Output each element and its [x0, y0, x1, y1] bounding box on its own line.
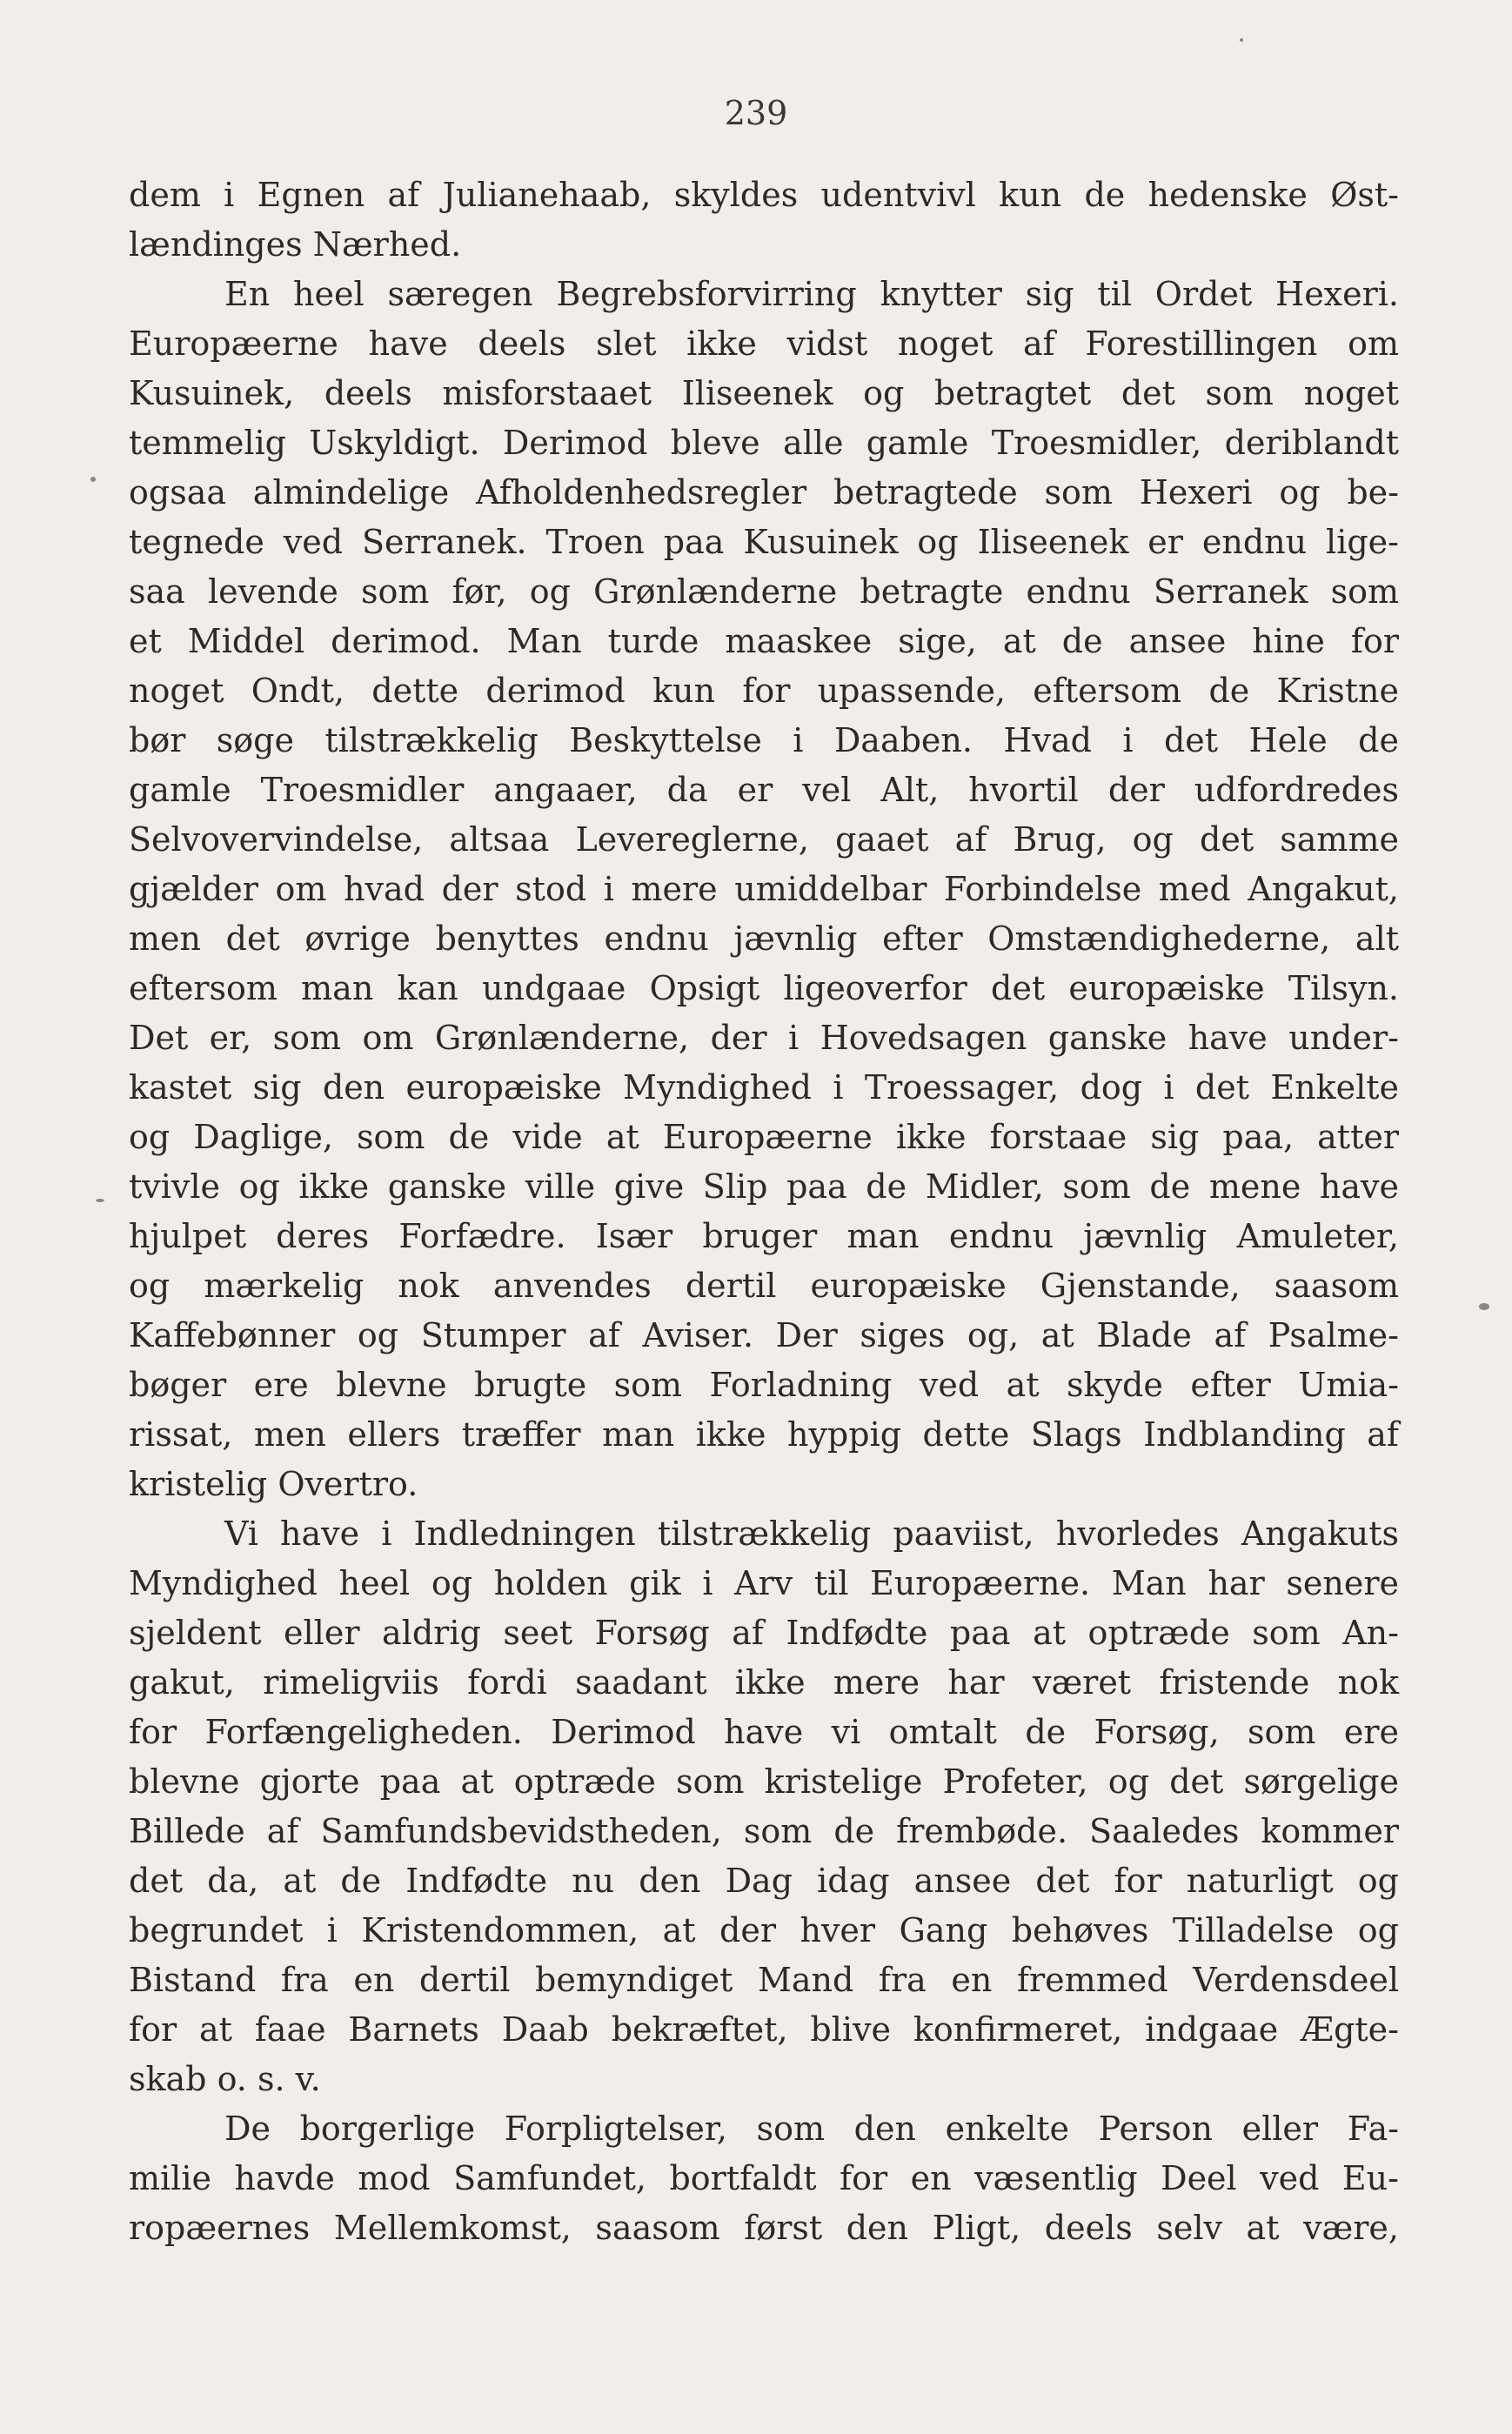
text-line: Det er, som om Grønlænderne, der i Hovedsagen ganske have under-: [129, 1019, 1399, 1057]
text-line: Vi have i Indledningen tilstrækkelig paaviist, hvorledes Angakuts: [224, 1515, 1399, 1553]
text-line: et Middel derimod. Man turde maaskee sige, at de ansee hine for: [129, 622, 1399, 660]
paper-speck: [1240, 38, 1243, 42]
text-line: Kusuinek, deels misforstaaet Iliseenek og betragtet det som noget: [129, 374, 1399, 412]
text-line: lændinges Nærhed.: [129, 225, 462, 264]
paper-speck: [96, 1199, 104, 1202]
text-line: Myndighed heel og holden gik i Arv til Europæerne. Man har senere: [129, 1564, 1399, 1602]
text-line: bør søge tilstrækkelig Beskyttelse i Daaben. Hvad i det Hele de: [129, 721, 1399, 759]
text-line: ropæernes Mellemkomst, saasom først den Pligt, deels selv at være,: [129, 2209, 1399, 2247]
text-line: kastet sig den europæiske Myndighed i Troessager, dog i det Enkelte: [129, 1068, 1399, 1107]
text-line: men det øvrige benyttes endnu jævnlig efter Omstændighederne, alt: [129, 919, 1399, 958]
text-line: dem i Egnen af Julianehaab, skyldes udentvivl kun de hedenske Øst-: [129, 176, 1399, 214]
text-line: begrundet i Kristendommen, at der hver Gang behøves Tilladelse og: [129, 1911, 1399, 1949]
text-line: for at faae Barnets Daab bekræftet, blive konfirmeret, indgaae Ægte-: [129, 2010, 1399, 2049]
text-line: Billede af Samfundsbevidstheden, som de frembøde. Saaledes kommer: [129, 1812, 1399, 1850]
body-text: [129, 171, 1399, 2253]
text-line: Selvovervindelse, altsaa Levereglerne, gaaet af Brug, og det samme: [129, 820, 1399, 859]
text-line: blevne gjorte paa at optræde som kristelige Profeter, og det sørgelige: [129, 1762, 1399, 1801]
text-line: kristelig Overtro.: [129, 1465, 418, 1503]
text-line: temmelig Uskyldigt. Derimod bleve alle gamle Troesmidler, deriblandt: [129, 424, 1399, 462]
text-line: bøger ere blevne brugte som Forladning ved at skyde efter Umia-: [129, 1366, 1399, 1404]
text-line: ogsaa almindelige Afholdenhedsregler betragtede som Hexeri og be-: [129, 473, 1399, 512]
text-line: og Daglige, som de vide at Europæerne ikke forstaae sig paa, atter: [129, 1118, 1399, 1156]
text-line: eftersom man kan undgaae Opsigt ligeoverfor det europæiske Tilsyn.: [129, 969, 1399, 1007]
text-line: milie havde mod Samfundet, bortfaldt for en væsentlig Deel ved Eu-: [129, 2159, 1399, 2197]
text-line: Europæerne have deels slet ikke vidst noget af Forestillingen om: [129, 324, 1399, 363]
text-line: tvivle og ikke ganske ville give Slip paa de Midler, som de mene have: [129, 1167, 1399, 1206]
text-line: det da, at de Indfødte nu den Dag idag ansee det for naturligt og: [129, 1862, 1399, 1900]
text-line: rissat, men ellers træffer man ikke hyppig dette Slags Indblanding af: [129, 1415, 1399, 1454]
text-line: De borgerlige Forpligtelser, som den enkelte Person eller Fa-: [224, 2110, 1399, 2148]
text-line: skab o. s. v.: [129, 2060, 321, 2098]
paper-speck: [90, 477, 96, 482]
text-line: gakut, rimeligviis fordi saadant ikke mere har været fristende nok: [129, 1663, 1399, 1702]
text-line: Kaffebønner og Stumper af Aviser. Der siges og, at Blade af Psalme-: [129, 1316, 1399, 1354]
text-line: og mærkelig nok anvendes dertil europæiske Gjenstande, saasom: [129, 1267, 1399, 1305]
paper-speck: [1479, 1303, 1489, 1310]
text-line: gamle Troesmidler angaaer, da er vel Alt, hvortil der udfordredes: [129, 771, 1399, 809]
text-line: tegnede ved Serranek. Troen paa Kusuinek og Iliseenek er endnu lige-: [129, 523, 1399, 561]
text-line: for Forfængeligheden. Derimod have vi omtalt de Forsøg, som ere: [129, 1713, 1399, 1751]
text-line: hjulpet deres Forfædre. Især bruger man endnu jævnlig Amuleter,: [129, 1217, 1399, 1255]
text-line: saa levende som før, og Grønlænderne betragte endnu Serranek som: [129, 572, 1399, 611]
text-line: En heel særegen Begrebsforvirring knytter sig til Ordet Hexeri.: [224, 275, 1399, 313]
text-line: noget Ondt, dette derimod kun for upassende, eftersom de Kristne: [129, 672, 1399, 710]
text-line: Bistand fra en dertil bemyndiget Mand fra en fremmed Verdensdeel: [129, 1961, 1399, 1999]
text-line: gjælder om hvad der stod i mere umiddelbar Forbindelse med Angakut,: [129, 870, 1399, 908]
text-line: sjeldent eller aldrig seet Forsøg af Indfødte paa at optræde som An-: [129, 1614, 1399, 1652]
page-number: 239: [724, 94, 788, 132]
